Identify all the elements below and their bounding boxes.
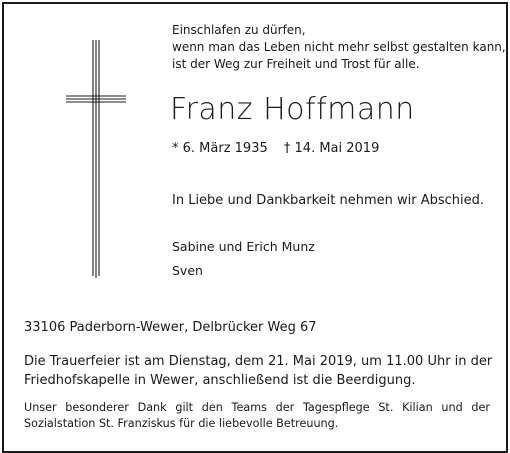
address: 33106 Paderborn-Wewer, Delbrücker Weg 67	[24, 320, 317, 335]
deceased-name: Franz Hoffmann	[170, 92, 415, 127]
mourner-name: Sabine und Erich Munz	[172, 239, 315, 254]
life-dates	[172, 141, 391, 156]
funeral-info	[24, 352, 494, 390]
poem-line: Einschlafen zu dürfen,	[172, 23, 306, 37]
cross-icon	[66, 40, 126, 280]
thanks-text: Unser besonderer Dank gilt den Teams der Tagespflege St. Kilian und der Sozialstation St. Franziskus für die liebevolle Betreuung.	[24, 401, 490, 430]
farewell-text: In Liebe und Dankbarkeit nehmen wir Abschied.	[172, 193, 485, 208]
birth-date: * 6. März 1935	[172, 141, 268, 156]
poem-line: ist der Weg zur Freiheit und Trost für alle.	[172, 57, 420, 71]
death-date: † 14. Mai 2019	[283, 141, 380, 156]
mourners	[172, 235, 315, 283]
mourner-name: Sven	[172, 263, 203, 278]
funeral-line: Friedhofskapelle in Wewer, anschließend ist die Beerdigung.	[24, 373, 416, 388]
poem	[172, 22, 506, 73]
poem-line: wenn man das Leben nicht mehr selbst gestalten kann,	[172, 40, 506, 54]
funeral-line: Die Trauerfeier ist am Dienstag, dem 21. Mai 2019, um 11.00 Uhr in der	[24, 354, 493, 369]
